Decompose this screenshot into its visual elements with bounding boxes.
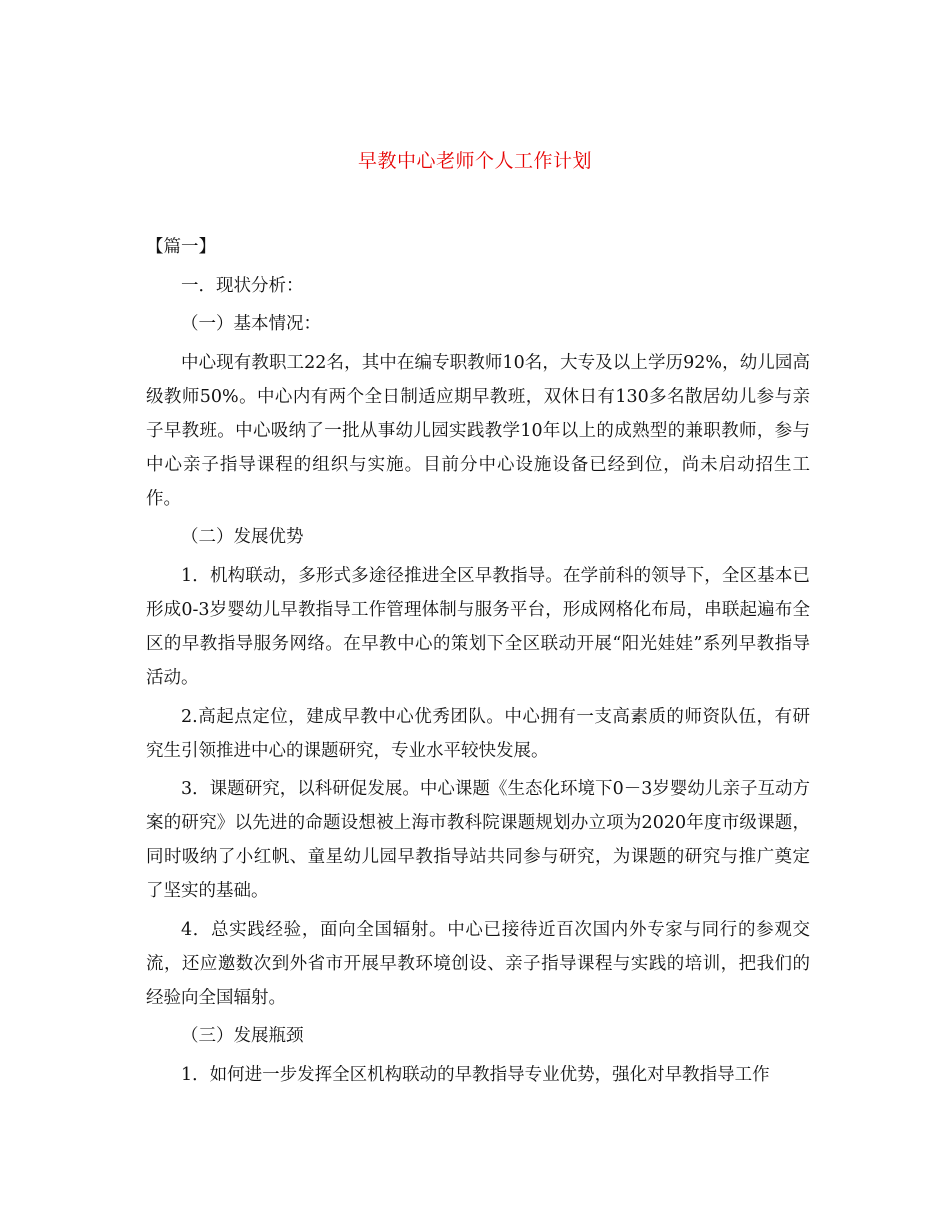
paragraph-basic-situation: 中心现有教职工22名，其中在编专职教师10名，大专及以上学历92%，幼儿园高级教师50%。中心内有两个全日制适应期早教班，双休日有130多名散居幼儿参与亲子早教班。中心吸纳了一批从事幼儿园实践教学10年以上的成熟型的兼职教师，参与中心亲子指导课程的组织与实施。目前分中心设施设备已经到位，尚未启动招生工作。: [146, 352, 810, 509]
paragraph-advantage-4: 4．总实践经验，面向全国辐射。中心已接待近百次国内外专家与同行的参观交流，还应邀数次到外省市开展早教环境创设、亲子指导课程与实践的培训，把我们的经验向全国辐射。: [146, 919, 810, 1008]
document-body: [146, 230, 810, 1097]
paragraph-advantage-3: 3．课题研究，以科研促发展。中心课题《生态化环境下0－3岁婴幼儿亲子互动方案的研究》以先进的命题设想被上海市教科院课题规划办立项为2020年度市级课题，同时吸纳了小红帆、童星幼儿园早教指导站共同参与研究，为课题的研究与推广奠定了坚实的基础。: [146, 779, 810, 902]
paragraph-advantage-1: 1．机构联动，多形式多途径推进全区早教指导。在学前科的领导下，全区基本已形成0-3岁婴幼儿早教指导工作管理体制与服务平台，形成网格化布局，串联起遍布全区的早教指导服务网络。在早教中心的策划下全区联动开展“阳光娃娃”系列早教指导活动。: [146, 565, 810, 688]
section-heading-part-one: 【篇一】: [146, 237, 216, 257]
paragraph-advantage-2: 2.高起点定位，建成早教中心优秀团队。中心拥有一支高素质的师资队伍，有研究生引领推进中心的课题研究，专业水平较快发展。: [146, 706, 810, 761]
subheading-basic-situation: （一）基本情况：: [181, 314, 321, 335]
paragraph-bottleneck-1: 1．如何进一步发挥全区机构联动的早教指导专业优势，强化对早教指导工作: [181, 1064, 770, 1085]
heading-status-analysis: 一．现状分析：: [181, 275, 304, 296]
document-title: 早教中心老师个人工作计划: [357, 150, 592, 172]
subheading-bottleneck: （三）发展瓶颈: [181, 1026, 304, 1047]
subheading-advantages: （二）发展优势: [181, 527, 304, 548]
